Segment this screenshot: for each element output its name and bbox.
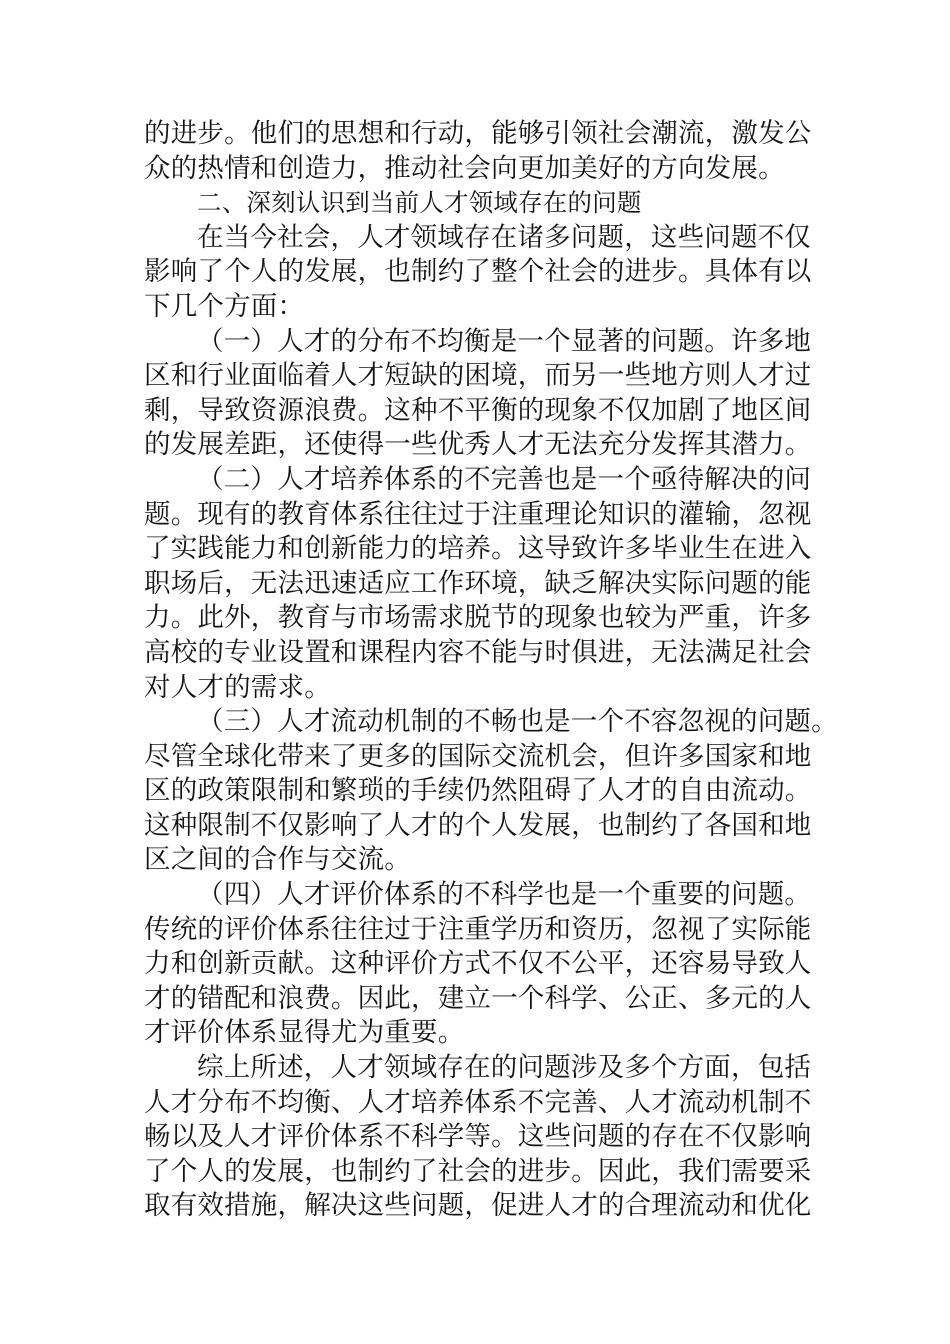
paragraph-first-line: （四）人才评价体系的不科学也是一个重要的问题。: [197, 879, 812, 911]
paragraph-first-line: （二）人才培养体系的不完善也是一个亟待解决的问: [197, 463, 812, 495]
text-line: 高校的专业设置和课程内容不能与时俱进，无法满足社会: [144, 636, 812, 668]
text-line: 尽管全球化带来了更多的国际交流机会，但许多国家和地: [144, 740, 812, 772]
section-heading: 二、深刻认识到当前人才领域存在的问题: [197, 188, 642, 218]
text-line: 的进步。他们的思想和行动，能够引领社会潮流，激发公: [144, 118, 812, 149]
text-line: 题。现有的教育体系往往过于注重理论知识的灌输，忽视: [144, 498, 812, 530]
text-line: 力和创新贡献。这种评价方式不仅不公平，还容易导致人: [144, 948, 812, 980]
paragraph-first-line: 在当今社会，人才领域存在诸多问题，这些问题不仅: [197, 221, 812, 253]
text-line: 下几个方面：: [144, 290, 305, 322]
text-line: 众的热情和创造力，推动社会向更加美好的方向发展。: [144, 152, 785, 184]
text-line: 才的错配和浪费。因此，建立一个科学、公正、多元的人: [144, 982, 812, 1014]
text-line: 区之间的合作与交流。: [144, 844, 411, 876]
paragraph-first-line: （一）人才的分布不均衡是一个显著的问题。许多地: [197, 325, 812, 357]
text-line: 畅以及人才评价体系不科学等。这些问题的存在不仅影响: [144, 1121, 812, 1153]
text-line: 才评价体系显得尤为重要。: [144, 1017, 465, 1049]
text-line: 影响了个人的发展，也制约了整个社会的进步。具体有以: [144, 256, 812, 288]
text-line: 的发展差距，还使得一些优秀人才无法充分发挥其潜力。: [144, 429, 812, 461]
text-line: 力。此外，教育与市场需求脱节的现象也较为严重，许多: [144, 602, 812, 634]
text-line: 区和行业面临着人才短缺的困境，而另一些地方则人才过: [144, 360, 812, 392]
document-page: [144, 117, 838, 1224]
text-line: 取有效措施，解决这些问题，促进人才的合理流动和优化: [144, 1190, 812, 1222]
text-line: 传统的评价体系往往过于注重学历和资历，忽视了实际能: [144, 913, 812, 945]
text-line: 了个人的发展，也制约了社会的进步。因此，我们需要采: [144, 1155, 812, 1187]
text-line: 这种限制不仅影响了人才的个人发展，也制约了各国和地: [144, 809, 812, 841]
text-line: 人才分布不均衡、人才培养体系不完善、人才流动机制不: [144, 1086, 812, 1118]
paragraph-first-line: （三）人才流动机制的不畅也是一个不容忽视的问题。: [197, 706, 838, 738]
text-line: 了实践能力和创新能力的培养。这导致许多毕业生在进入: [144, 533, 812, 565]
text-line: 对人才的需求。: [144, 671, 331, 703]
text-line: 剩，导致资源浪费。这种不平衡的现象不仅加剧了地区间: [144, 394, 812, 426]
paragraph-first-line: 综上所述，人才领域存在的问题涉及多个方面，包括: [197, 1052, 812, 1084]
text-line: 区的政策限制和繁琐的手续仍然阻碍了人才的自由流动。: [144, 775, 812, 807]
text-line: 职场后，无法迅速适应工作环境，缺乏解决实际问题的能: [144, 567, 812, 599]
